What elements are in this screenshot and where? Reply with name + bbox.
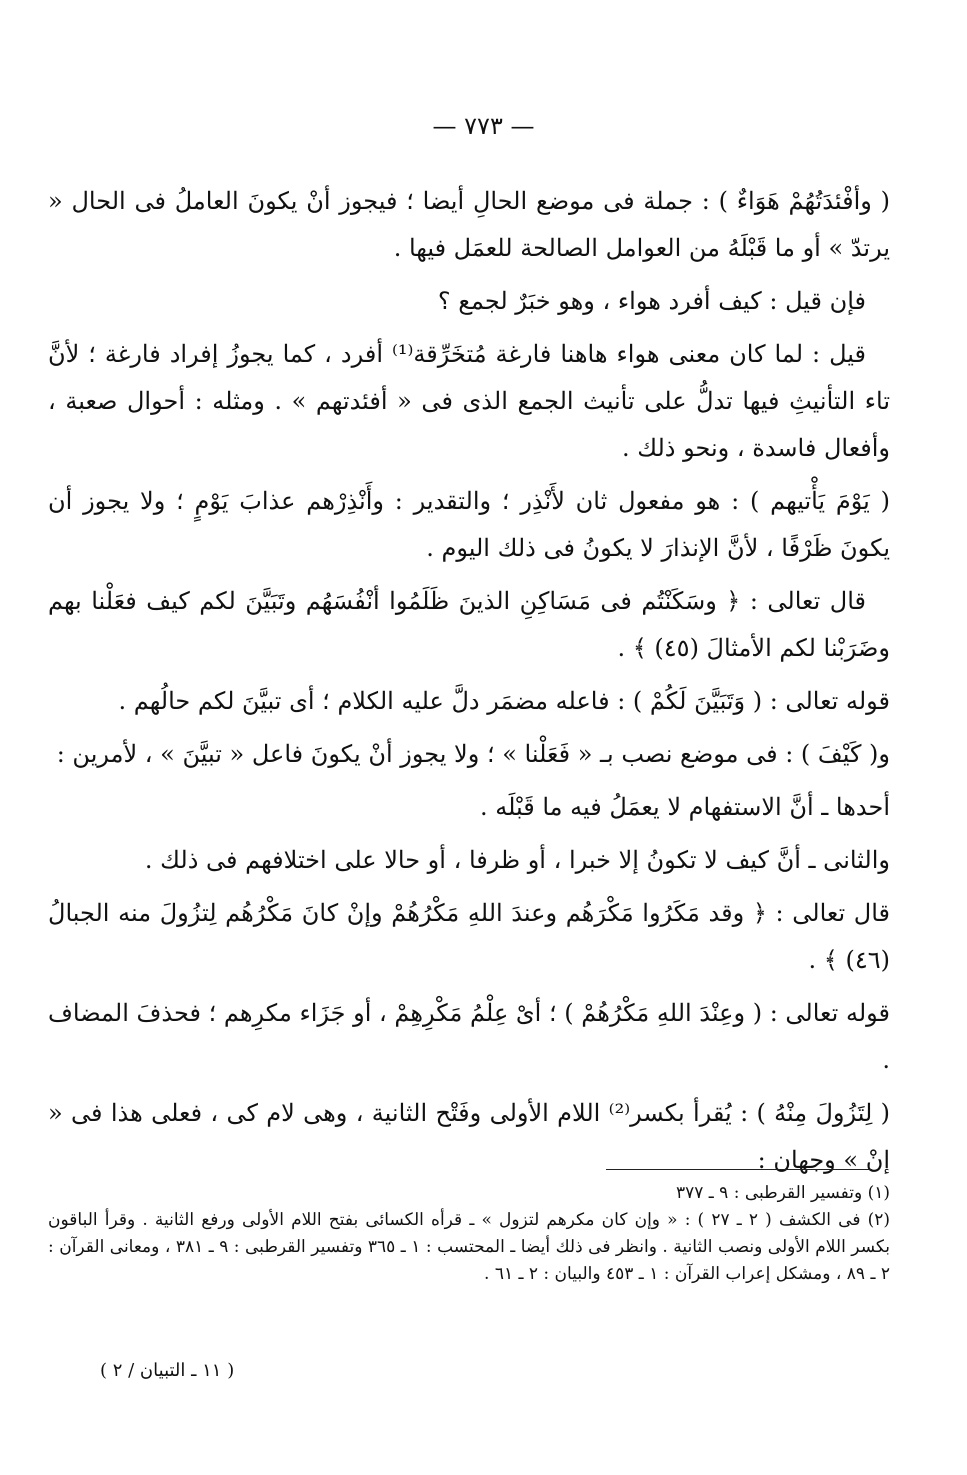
paragraph-verse-46: قال تعالى : ﴿ وقد مَكَرُوا مَكْرَهُم وعندَ اللهِ مَكْرُهُمْ وإنْ كانَ مَكْرُهُم لِتزُولَ منه الجبالُ (٤٦) ﴾ .: [48, 899, 890, 974]
paragraph-kayfa: و( كَيْفَ ) : فى موضع نصب بـ « فَعَلْنا » ؛ ولا يجوز أنْ يكونَ فاعل « تبيَّنَ » ، لأمرين :: [56, 740, 890, 768]
main-text: [48, 178, 890, 1190]
paragraph-question: فإن قيل : كيف أفرد هواء ، وهو خبَرٌ لجمع ؟: [437, 287, 866, 315]
paragraph-verse-45: قال تعالى : ﴿ وسَكَنْتُم فى مَسَاكِنِ الذينَ ظَلَمُوا أنْفُسَهُم وتَبَيَّنَ لكم كيف فعَلْنا بهم وضَرَبْنا لكم الأمثالَ (٤٥) ﴾ .: [48, 587, 890, 662]
footnote-2: (٢) فى الكشف ( ٢ ـ ٢٧ ) : « وإن كان مكرهم لتزول » ـ قرأه الكسائى بفتح اللام الأولى ورفع الثانية . وقرأ الباقون بكسر اللام الأولى ونصب الثانية . وانظر فى ذلك أيضا ـ المحتسب : ١ ـ ٣٦٥ وتفسير القرطبى : ٩ ـ ٣٨١ ، ومعانى القرآن : ٢ ـ ٨٩ ، ومشكل إعراب القرآن : ١ ـ ٤٥٣ والبيان : ٢ ـ ٦١ .: [48, 1210, 891, 1284]
paragraph-tabayyana: قوله تعالى : ( وَتَبَيَّنَ لَكُمْ ) : فاعله مضمَر دلَّ عليه الكلام ؛ أى تبيَّنَ لكم حالُهم .: [118, 687, 890, 715]
footnotes: [48, 1180, 890, 1288]
footnote-divider: [606, 1169, 872, 1170]
paragraph-makruhum: قوله تعالى : ( وعِنْدَ اللهِ مَكْرُهُمْ ) ؛ أىْ عِلْمُ مَكْرِهِمْ ، أو جَزَاء مكرِهم ؛ فحذفَ المضاف .: [48, 999, 890, 1074]
page-number: — ٧٧٣ —: [432, 112, 535, 140]
paragraph-yawm: ( يَوْمَ يَأْتيهم ) : هو مفعول ثان لأَنْذِر ؛ والتقدير : وأَنْذِرْهم عذابَ يَوْمٍ ؛ ولا يجوز أن يكونَ ظَرْفًا ، لأنَّ الإنذارَ لا يكونُ فى ذلك اليوم .: [48, 487, 890, 562]
volume-signature: ( ١١ ـ التبيان / ٢ ): [100, 1360, 235, 1381]
paragraph-second-reason: والثانى ـ أنَّ كيف لا تكونُ إلا خبرا ، أو ظرفا ، أو حالا على اختلافهم فى ذلك .: [144, 846, 890, 874]
paragraph-first-reason: أحدها ـ أنَّ الاستفهام لا يعمَلُ فيه ما قَبْلَه .: [479, 793, 890, 821]
paragraph-answer: قيل : لما كان معنى هواء هاهنا فارغة مُتخَرِّقة⁽¹⁾ أفرد ، كما يجوزُ إفراد فارغة ؛ لأنَّ تاء التأنيثِ فيها تدلُّ على تأنيث الجمع الذى فى « أفئدتهم » . ومثله : أحوال صعبة ، وأفعال فاسدة ، ونحو ذلك .: [48, 340, 890, 462]
paragraph-litazula: ( لِتَزُولَ مِنْهُ ) : يُقرأ بكسر⁽²⁾ اللام الأولى وفَتْح الثانية ، وهى لام كى ، فعلى هذا فى « إنْ » وجهان :: [48, 1099, 890, 1174]
footnote-1: (١) وتفسير القرطبى : ٩ ـ ٣٧٧: [675, 1183, 890, 1203]
paragraph-hawa: ( وأفْئدَتُهُمْ هَوَاءٌ ) : جملة فى موضع الحالِ أيضا ؛ فيجوز أنْ يكونَ العاملُ فى الحال « يرتدّ » أو ما قَبْلَهُ من العوامل الصالحة للعمَل فيها .: [48, 187, 890, 262]
